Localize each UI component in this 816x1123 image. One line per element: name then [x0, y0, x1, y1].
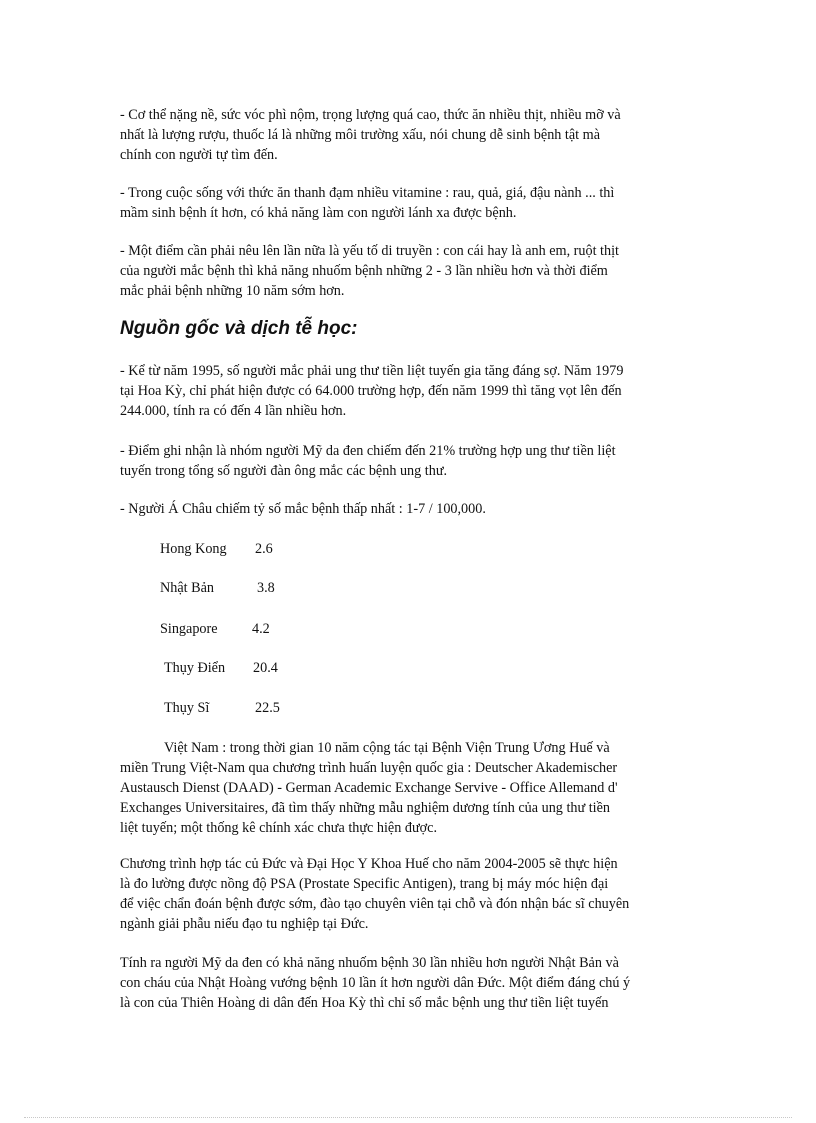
paragraph-heredity: [120, 241, 700, 301]
text-line: - Cơ thể nặng nề, sức vóc phì nộm, trọng lượng quá cao, thức ăn nhiều thịt, nhiều mỡ và: [120, 107, 621, 123]
paragraph-vietnam: [120, 738, 700, 838]
text-line: Chương trình hợp tác củ Đức và Đại Học Y Khoa Huế cho năm 2004-2005 sẽ thực hiện: [120, 856, 618, 872]
section-heading: Nguồn gốc và dịch tễ học:: [120, 318, 358, 339]
text-line: con cháu của Nhật Hoàng vướng bệnh 10 lần ít hơn người dân Đức. Một điểm đáng chú ý: [120, 975, 631, 991]
text-line: 244.000, tính ra có đến 4 lần nhiều hơn.: [120, 403, 347, 419]
rate-value: 20.4: [253, 660, 278, 676]
paragraph-incidence-growth: [120, 361, 700, 421]
text-line: chính con người tự tìm đến.: [120, 147, 278, 163]
rate-country: Hong Kong: [160, 541, 227, 557]
page-bottom-divider: [24, 1117, 792, 1118]
text-line: là con của Thiên Hoàng di dân đến Hoa Kỳ thì chỉ số mắc bệnh ung thư tiền liệt tuyến: [120, 995, 609, 1011]
text-line: - Kể từ năm 1995, số người mắc phải ung thư tiền liệt tuyến gia tăng đáng sợ. Năm 1979: [120, 363, 624, 379]
rate-country: Singapore: [160, 621, 218, 637]
rate-country: Thụy Điển: [164, 660, 226, 676]
rate-value: 3.8: [257, 580, 275, 596]
text-line: miền Trung Việt-Nam qua chương trình huấn luyện quốc gia : Deutscher Akademischer: [120, 760, 618, 776]
text-line: Exchanges Universitaires, đã tìm thấy những mẫu nghiệm dương tính của ung thư tiền: [120, 800, 610, 816]
text-line: - Người Á Châu chiếm tỷ số mắc bệnh thấp nhất : 1-7 / 100,000.: [120, 501, 486, 517]
paragraph-diet: [120, 183, 700, 223]
rate-country: Nhật Bản: [160, 580, 214, 596]
text-line: ngành giải phẫu niếu đạo tu nghiệp tại Đức.: [120, 916, 369, 932]
text-line: tuyến trong tổng số người đàn ông mắc các bệnh ung thư.: [120, 463, 448, 479]
text-line: - Điểm ghi nhận là nhóm người Mỹ da đen chiếm đến 21% trường hợp ung thư tiền liệt: [120, 443, 616, 459]
rate-value: 2.6: [255, 541, 273, 557]
paragraph-comparison: [120, 953, 700, 1013]
text-line: tại Hoa Kỳ, chỉ phát hiện được có 64.000 trường hợp, đến năm 1999 thì tăng vọt lên đến: [120, 383, 622, 399]
text-line: - Trong cuộc sống với thức ăn thanh đạm nhiều vitamine : rau, quả, giá, đậu nành ... thì: [120, 185, 615, 201]
text-line: - Một điểm cần phải nêu lên lần nữa là yếu tố di truyền : con cái hay là anh em, ruột thịt: [120, 243, 619, 259]
rate-country: Thụy Sĩ: [164, 700, 210, 716]
text-line: Tính ra người Mỹ da đen có khả năng nhuốm bệnh 30 lần nhiều hơn người Nhật Bản và: [120, 955, 619, 971]
text-line: liệt tuyến; một thống kê chính xác chưa thực hiện được.: [120, 820, 437, 836]
paragraph-african-american: [120, 441, 700, 481]
text-line: của người mắc bệnh thì khả năng nhuốm bệnh những 2 - 3 lần nhiều hơn và thời điểm: [120, 263, 608, 279]
rate-value: 22.5: [255, 700, 280, 716]
text-line: là đo lường được nồng độ PSA (Prostate Specific Antigen), trang bị máy móc hiện đại: [120, 876, 609, 892]
text-line: để việc chẩn đoán bệnh được sớm, đào tạo chuyên viên tại chỗ và đón nhận bác sĩ chuyên: [120, 896, 630, 912]
text-line: Việt Nam : trong thời gian 10 năm cộng tác tại Bệnh Viện Trung Ương Huế và: [164, 740, 610, 756]
text-line: mắc phải bệnh những 10 năm sớm hơn.: [120, 283, 345, 299]
paragraph-lifestyle-risk: [120, 105, 700, 165]
paragraph-cooperation: [120, 854, 700, 934]
rate-value: 4.2: [252, 621, 270, 637]
text-line: nhất là lượng rượu, thuốc lá là những môi trường xấu, nói chung dễ sinh bệnh tật mà: [120, 127, 600, 143]
text-line: Austausch Dienst (DAAD) - German Academic Exchange Servive - Office Allemand d': [120, 780, 618, 796]
paragraph-asian-rate: [120, 499, 700, 519]
text-line: mầm sinh bệnh ít hơn, có khả năng làm con người lánh xa được bệnh.: [120, 205, 517, 221]
